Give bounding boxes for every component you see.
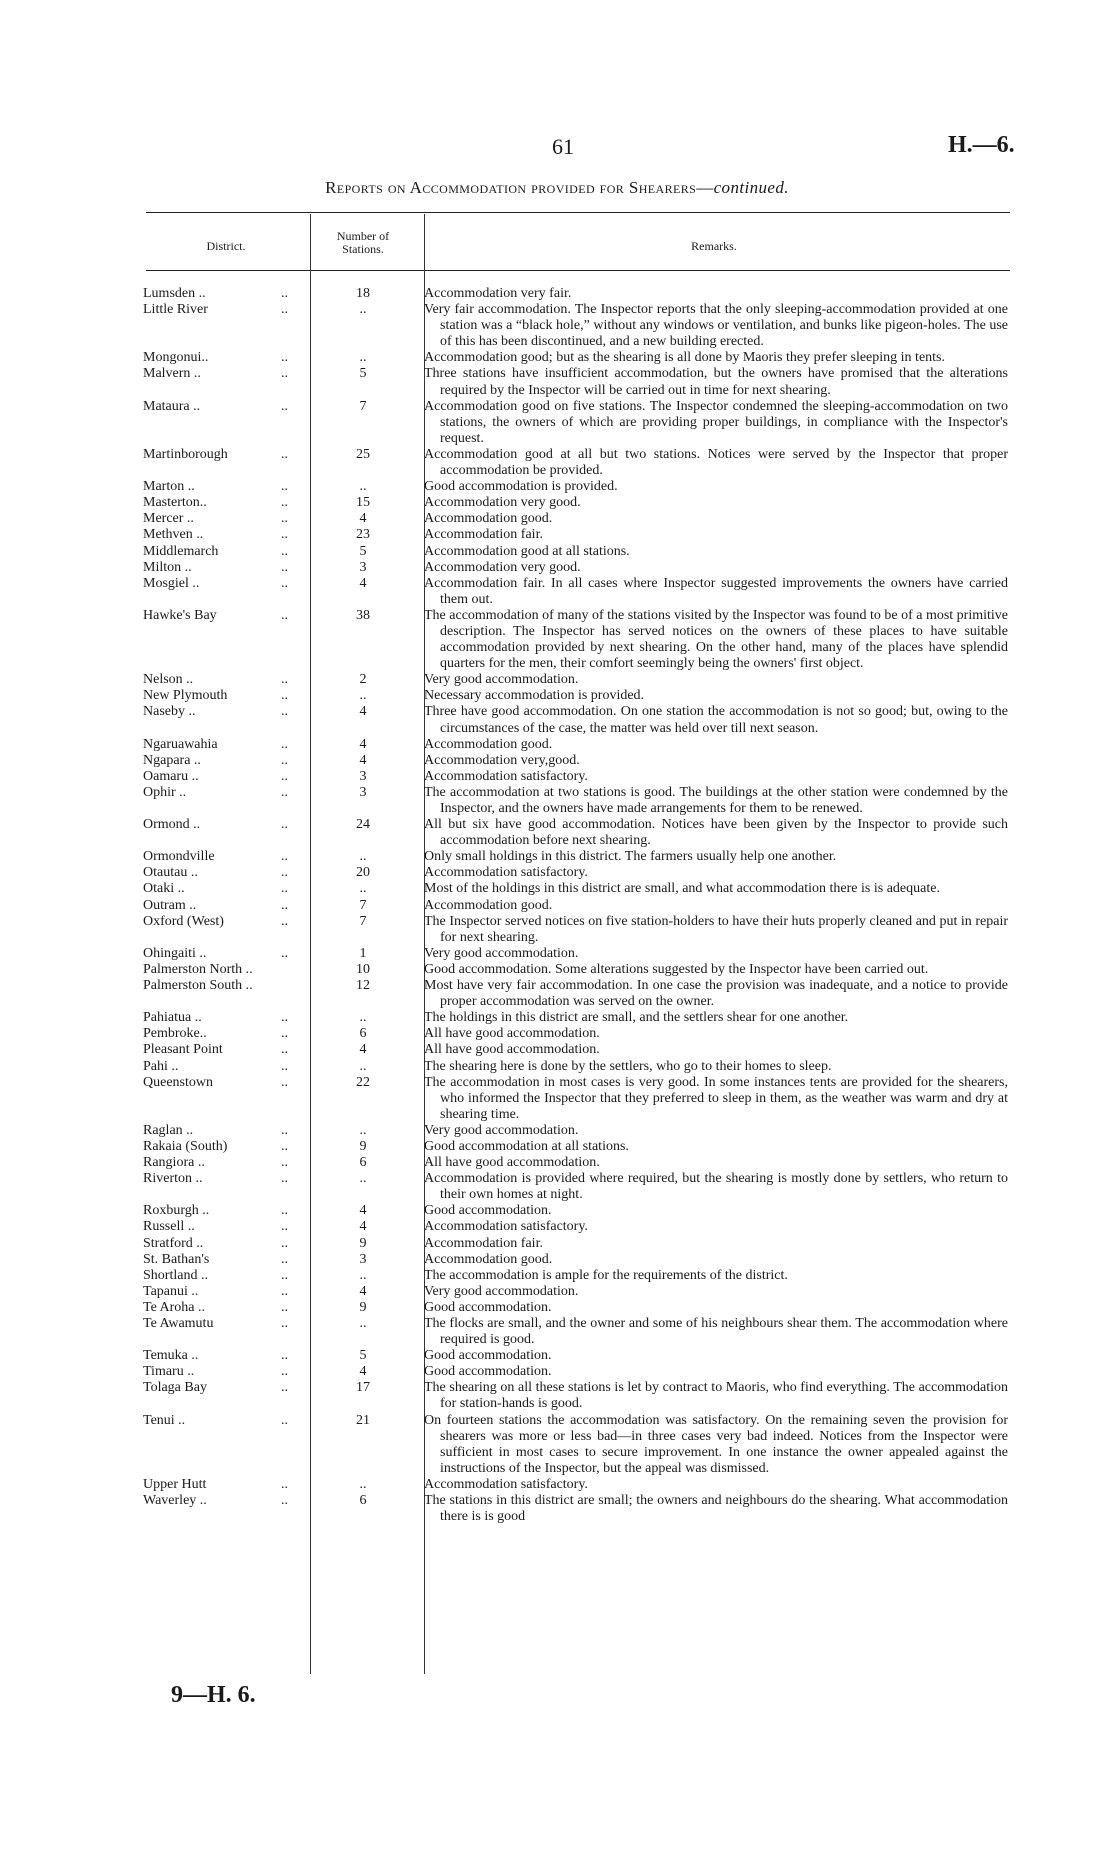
stations-cell: 4 [359,752,367,768]
leader-dots: .. [281,511,288,527]
stations-cell: 20 [356,865,370,881]
stations-cell: 2 [359,672,367,688]
table-row [0,688,1114,704]
stations-cell: 4 [359,704,367,720]
stations-cell: 25 [356,446,370,462]
leader-dots: .. [281,704,288,720]
remark-cell: Very fair accommodation. The Inspector reports that the only sleeping-accommodation provided at one station was a “black hole,” without any windows or ventilation, and bunks like pigeon-holes. The use of this has been discontinued, and a new building erected. [424,302,1008,350]
remark-cell: Accommodation very good. [424,495,581,511]
district-cell: Rakaia (South) [143,1138,228,1154]
table-row [0,447,1114,479]
district-cell: Otaki .. [143,881,185,897]
table-row [0,399,1114,447]
table-row [0,785,1114,817]
district-cell: Mongonui.. [143,350,209,366]
district-cell: Naseby .. [143,704,196,720]
leader-dots: .. [281,1026,288,1042]
district-cell: Shortland .. [143,1267,208,1283]
stations-cell: 3 [359,559,367,575]
table-row [0,1413,1114,1477]
table-row [0,350,1114,366]
leader-dots: .. [281,768,288,784]
leader-dots: .. [281,350,288,366]
stations-cell: 9 [359,1235,367,1251]
remark-cell: All have good accommodation. [424,1026,600,1042]
stations-cell: 23 [356,527,370,543]
leader-dots: .. [281,559,288,575]
leader-dots: .. [281,1235,288,1251]
remark-cell: Three have good accommodation. On one station the accommodation is not so good; but, owing to the circumstances of the case, the matter was held over till next season. [424,704,1008,736]
district-cell: Malvern .. [143,366,201,382]
stations-cell: 5 [359,1348,367,1364]
district-cell: Russell .. [143,1219,195,1235]
table-row [0,1203,1114,1219]
leader-dots: .. [281,688,288,704]
remark-cell: Accommodation very good. [424,559,581,575]
table-row [0,881,1114,897]
district-cell: Otautau .. [143,865,198,881]
leader-dots: .. [281,607,288,623]
stations-cell: 4 [359,1203,367,1219]
title-continued: continued. [713,178,789,197]
stations-cell: 21 [356,1412,370,1428]
page-number: 61 [552,134,574,159]
stations-cell: 15 [356,495,370,511]
stations-cell: 4 [359,575,367,591]
table-row [0,544,1114,560]
remark-cell: Three stations have insufficient accommodation, but the owners have promised that the alterations required by the Inspector will be carried out in time for next shearing. [424,366,1008,398]
leader-dots: .. [281,1122,288,1138]
district-cell: Palmerston North .. [143,961,253,977]
district-cell: Mataura .. [143,398,201,414]
remark-cell: The accommodation of many of the stations visited by the Inspector was found to be of a most primitive description. The Inspector has served notices on the owners of these places to have suitable accommodation provided by next shearing. On the other hand, many of the places have splendid quarters for the men, their comfort seemingly being the owners' first object. [424,607,1008,672]
remark-cell: The accommodation in most cases is very good. In some instances tents are provided for the shearers, who informed the Inspector that they preferred to sleep in them, as the weather was warm and dry at shearing time. [424,1074,1008,1122]
remark-cell: Very good accommodation. [424,1122,579,1138]
table-row [0,1348,1114,1364]
table-row [0,865,1114,881]
leader-dots: .. [281,1267,288,1283]
table-row [0,962,1114,978]
district-cell: Riverton .. [143,1171,203,1187]
remark-cell: Accommodation good. [424,1251,553,1267]
district-cell: Middlemarch [143,543,219,559]
table-row [0,1316,1114,1348]
table-row [0,1026,1114,1042]
district-cell: Milton .. [143,559,192,575]
stations-cell: .. [359,881,367,897]
district-cell: Roxburgh .. [143,1203,210,1219]
district-cell: Temuka .. [143,1348,199,1364]
remark-cell: Accommodation fair. In all cases where Inspector suggested improvements the owners have carried them out. [424,575,1008,607]
district-cell: Ormondville [143,849,215,865]
stations-cell: .. [359,1316,367,1331]
leader-dots: .. [281,366,288,382]
leader-dots: .. [281,1412,288,1428]
remark-cell: Necessary accommodation is provided. [424,688,645,704]
stations-cell: 3 [359,768,367,784]
table-row [0,817,1114,849]
remark-cell: Accommodation satisfactory. [424,1476,588,1492]
district-cell: Te Awamutu [143,1316,214,1331]
remark-cell: Most have very fair accommodation. In one case the provision was inadequate, and a notice to provide proper accommodation was served on the owner. [424,978,1008,1010]
stations-cell: 7 [359,398,367,414]
table-row [0,1123,1114,1139]
remark-cell: All have good accommodation. [424,1042,600,1058]
remark-cell: The shearing here is done by the settlers, who go to their homes to sleep. [424,1058,832,1074]
leader-dots: .. [281,672,288,688]
district-cell: Upper Hutt [143,1476,207,1492]
district-cell: Oamaru .. [143,768,199,784]
table-row [0,1477,1114,1493]
district-cell: Mosgiel .. [143,575,200,591]
table-row [0,704,1114,736]
district-cell: Tolaga Bay [143,1380,207,1396]
district-cell: Hawke's Bay [143,607,217,623]
remark-cell: The accommodation at two stations is good. The buildings at the other station were condemned by the Inspector, and the owners have made arrangements for them to be renewed. [424,784,1008,816]
stations-cell: 17 [356,1380,370,1396]
district-cell: St. Bathan's [143,1251,210,1267]
header-bottom-rule [146,270,1010,271]
remark-cell: The shearing on all these stations is let by contract to Maoris, who find everything. The accommodation for station-hands is good. [424,1380,1008,1412]
remark-cell: Accommodation satisfactory. [424,1219,588,1235]
district-cell: Waverley .. [143,1493,207,1509]
stations-cell: 4 [359,736,367,752]
page-title [0,178,1114,198]
table-row [0,366,1114,398]
leader-dots: .. [281,543,288,559]
remark-cell: Accommodation fair. [424,1235,543,1251]
stations-cell: 6 [359,1155,367,1171]
table-row [0,1380,1114,1412]
remark-cell: The flocks are small, and the owner and some of his neighbours shear them. The accommodation where required is good. [424,1316,1008,1348]
column-header-stations: Number of Stations. [336,229,390,256]
table-row [0,1059,1114,1075]
stations-cell: 12 [356,978,370,994]
leader-dots: .. [281,1364,288,1380]
district-cell: Lumsden .. [143,286,206,301]
stations-cell: 7 [359,897,367,913]
district-cell: Tapanui .. [143,1283,199,1299]
column-header-remarks: Remarks. [691,239,737,253]
leader-dots: .. [281,849,288,865]
stations-cell: .. [359,479,367,495]
leader-dots: .. [281,817,288,833]
leader-dots: .. [281,1348,288,1364]
remark-cell: The accommodation is ample for the requirements of the district. [424,1267,788,1283]
district-cell: Mercer .. [143,511,194,527]
leader-dots: .. [281,1138,288,1154]
table-row [0,914,1114,946]
table-row [0,511,1114,527]
table-row [0,1139,1114,1155]
table-row [0,495,1114,511]
district-cell: Pleasant Point [143,1042,223,1058]
district-cell: Pahi .. [143,1058,179,1074]
leader-dots: .. [281,1010,288,1026]
leader-dots: .. [281,865,288,881]
remark-cell: Good accommodation. [424,1299,552,1315]
table-row [0,608,1114,672]
stations-cell: 4 [359,1042,367,1058]
leader-dots: .. [281,1219,288,1235]
table-row [0,527,1114,543]
table-row [0,1493,1114,1525]
table-top-rule [146,212,1010,213]
table-row [0,479,1114,495]
stations-cell: 4 [359,1219,367,1235]
stations-cell: 18 [356,286,370,301]
leader-dots: .. [281,479,288,495]
district-cell: Nelson .. [143,672,194,688]
remark-cell: Very good accommodation. [424,1283,579,1299]
district-cell: Queenstown [143,1074,213,1090]
remark-cell: The holdings in this district are small, and the settlers shear for one another. [424,1010,849,1026]
table-row [0,560,1114,576]
table-row [0,1042,1114,1058]
remark-cell: Accommodation very fair. [424,286,572,301]
remark-cell: Good accommodation. [424,1364,552,1380]
district-cell: Ohingaiti .. [143,945,207,961]
stations-cell: 22 [356,1074,370,1090]
leader-dots: .. [281,495,288,511]
district-cell: Timaru .. [143,1364,195,1380]
leader-dots: .. [281,1058,288,1074]
stations-cell: 7 [359,913,367,929]
stations-cell: 5 [359,366,367,382]
leader-dots: .. [281,881,288,897]
table-row [0,1155,1114,1171]
table-row [0,286,1114,302]
remark-cell: On fourteen stations the accommodation was satisfactory. On the remaining seven the provision for shearers was more or less bad—in three cases very bad indeed. Notices from the Inspector were sufficient in most cases to secure improvement. In one instance the owner appealed against the instructions of the Inspector, but the appeal was dismissed. [424,1412,1008,1476]
remark-cell: All but six have good accommodation. Notices have been given by the Inspector to provide such accommodation before next shearing. [424,817,1008,849]
leader-dots: .. [281,1476,288,1492]
remark-cell: Accommodation is provided where required, but the shearing is mostly done by settlers, who return to their own homes at night. [424,1171,1008,1203]
column-header-district: District. [206,239,246,253]
table-row [0,898,1114,914]
leader-dots: .. [281,736,288,752]
remark-cell: Accommodation very,good. [424,752,580,768]
title-main: Reports on Accommodation provided for Shearers— [325,178,714,197]
leader-dots: .. [281,398,288,414]
leader-dots: .. [281,1042,288,1058]
remark-cell: Accommodation satisfactory. [424,768,588,784]
remark-cell: Good accommodation. [424,1203,552,1219]
district-cell: Stratford .. [143,1235,204,1251]
remark-cell: Very good accommodation. [424,945,579,961]
stations-cell: .. [359,1058,367,1074]
remark-cell: Good accommodation. Some alterations suggested by the Inspector have been carried out. [424,961,929,977]
leader-dots: .. [281,302,288,318]
district-cell: New Plymouth [143,688,228,704]
stations-cell: .. [359,1171,367,1187]
report-table-body [0,286,1114,1525]
district-cell: Raglan .. [143,1122,194,1138]
remark-cell: Accommodation good at all but two stations. Notices were served by the Inspector that proper accommodation be provided. [424,446,1008,479]
table-row [0,1219,1114,1235]
stations-cell: 5 [359,543,367,559]
leader-dots: .. [281,1493,288,1509]
stations-cell: .. [359,302,367,318]
leader-dots: .. [281,1155,288,1171]
district-cell: Rangiora .. [143,1155,205,1171]
table-row [0,1236,1114,1252]
remark-cell: Very good accommodation. [424,672,579,688]
leader-dots: .. [281,945,288,961]
stations-cell: 1 [359,945,367,961]
district-cell: Outram .. [143,897,197,913]
leader-dots: .. [281,527,288,543]
table-row [0,737,1114,753]
leader-dots: .. [281,1380,288,1396]
remark-cell: Accommodation good at all stations. [424,543,630,559]
table-row [0,302,1114,350]
stations-cell: 24 [356,817,370,833]
district-cell: Martinborough [143,446,228,462]
table-row [0,576,1114,608]
footer-signature: 9—H. 6. [171,1682,256,1708]
document-code: H.—6. [948,132,1015,158]
stations-cell: 9 [359,1138,367,1154]
leader-dots: .. [281,1283,288,1299]
remark-cell: Accommodation good. [424,511,553,527]
remark-cell: Accommodation good. [424,897,553,913]
table-row [0,1300,1114,1316]
remark-cell: All have good accommodation. [424,1155,600,1171]
table-row [0,1010,1114,1026]
remark-cell: Good accommodation. [424,1348,552,1364]
leader-dots: .. [281,1074,288,1090]
stations-cell: 3 [359,1251,367,1267]
leader-dots: .. [281,784,288,800]
district-cell: Ormond .. [143,817,201,833]
district-cell: Pahiatua .. [143,1010,202,1026]
leader-dots: .. [281,1171,288,1187]
table-row [0,769,1114,785]
table-row [0,1364,1114,1380]
table-row [0,1075,1114,1123]
remark-cell: Accommodation good. [424,736,553,752]
stations-cell: .. [359,1010,367,1026]
remark-cell: Accommodation good; but as the shearing is all done by Maoris they prefer sleeping in tents. [424,350,945,366]
table-row [0,946,1114,962]
stations-cell: 6 [359,1026,367,1042]
district-cell: Pembroke.. [143,1026,207,1042]
stations-cell: 38 [356,607,370,623]
district-cell: Te Aroha .. [143,1299,206,1315]
stations-cell: 3 [359,784,367,800]
table-row [0,672,1114,688]
remark-cell: The Inspector served notices on five station-holders to have their huts properly cleaned and put in repair for next shearing. [424,913,1008,945]
remark-cell: Only small holdings in this district. The farmers usually help one another. [424,849,837,865]
stations-cell: 9 [359,1299,367,1315]
table-row [0,1268,1114,1284]
remark-cell: The stations in this district are small; the owners and neighbours do the shearing. What accommodation there is is good [424,1493,1008,1525]
district-cell: Ngapara .. [143,752,201,768]
remark-cell: Good accommodation at all stations. [424,1138,629,1154]
leader-dots: .. [281,752,288,768]
district-cell: Ngaruawahia [143,736,218,752]
leader-dots: .. [281,1316,288,1331]
remark-cell: Good accommodation is provided. [424,479,618,495]
stations-cell: 10 [356,961,370,977]
table-row [0,849,1114,865]
table-row [0,1171,1114,1203]
stations-cell: .. [359,1122,367,1138]
table-row [0,1284,1114,1300]
stations-cell: 4 [359,1283,367,1299]
leader-dots: .. [281,913,288,929]
leader-dots: .. [281,575,288,591]
stations-cell: .. [359,1267,367,1283]
district-cell: Oxford (West) [143,913,224,929]
district-cell: Palmerston South .. [143,978,253,994]
table-row [0,753,1114,769]
stations-cell: .. [359,350,367,366]
district-cell: Marton .. [143,479,195,495]
leader-dots: .. [281,446,288,462]
district-cell: Methven .. [143,527,204,543]
table-row [0,1252,1114,1268]
leader-dots: .. [281,1203,288,1219]
stations-cell: 4 [359,1364,367,1380]
stations-cell: .. [359,849,367,865]
district-cell: Masterton.. [143,495,207,511]
stations-cell: 4 [359,511,367,527]
remark-cell: Accommodation satisfactory. [424,865,588,881]
remark-cell: Accommodation fair. [424,527,543,543]
leader-dots: .. [281,1299,288,1315]
district-cell: Little River [143,302,208,318]
leader-dots: .. [281,1251,288,1267]
district-cell: Tenui .. [143,1412,186,1428]
leader-dots: .. [281,286,288,301]
stations-cell: .. [359,688,367,704]
stations-cell: .. [359,1476,367,1492]
table-row [0,978,1114,1010]
remark-cell: Most of the holdings in this district are small, and what accommodation there is is adequate. [424,881,940,897]
stations-cell: 6 [359,1493,367,1509]
remark-cell: Accommodation good on five stations. The Inspector condemned the sleeping-accommodation on two stations, the owners of which are providing proper buildings, in compliance with the Inspector's request. [424,398,1008,446]
district-cell: Ophir .. [143,784,187,800]
leader-dots: .. [281,897,288,913]
